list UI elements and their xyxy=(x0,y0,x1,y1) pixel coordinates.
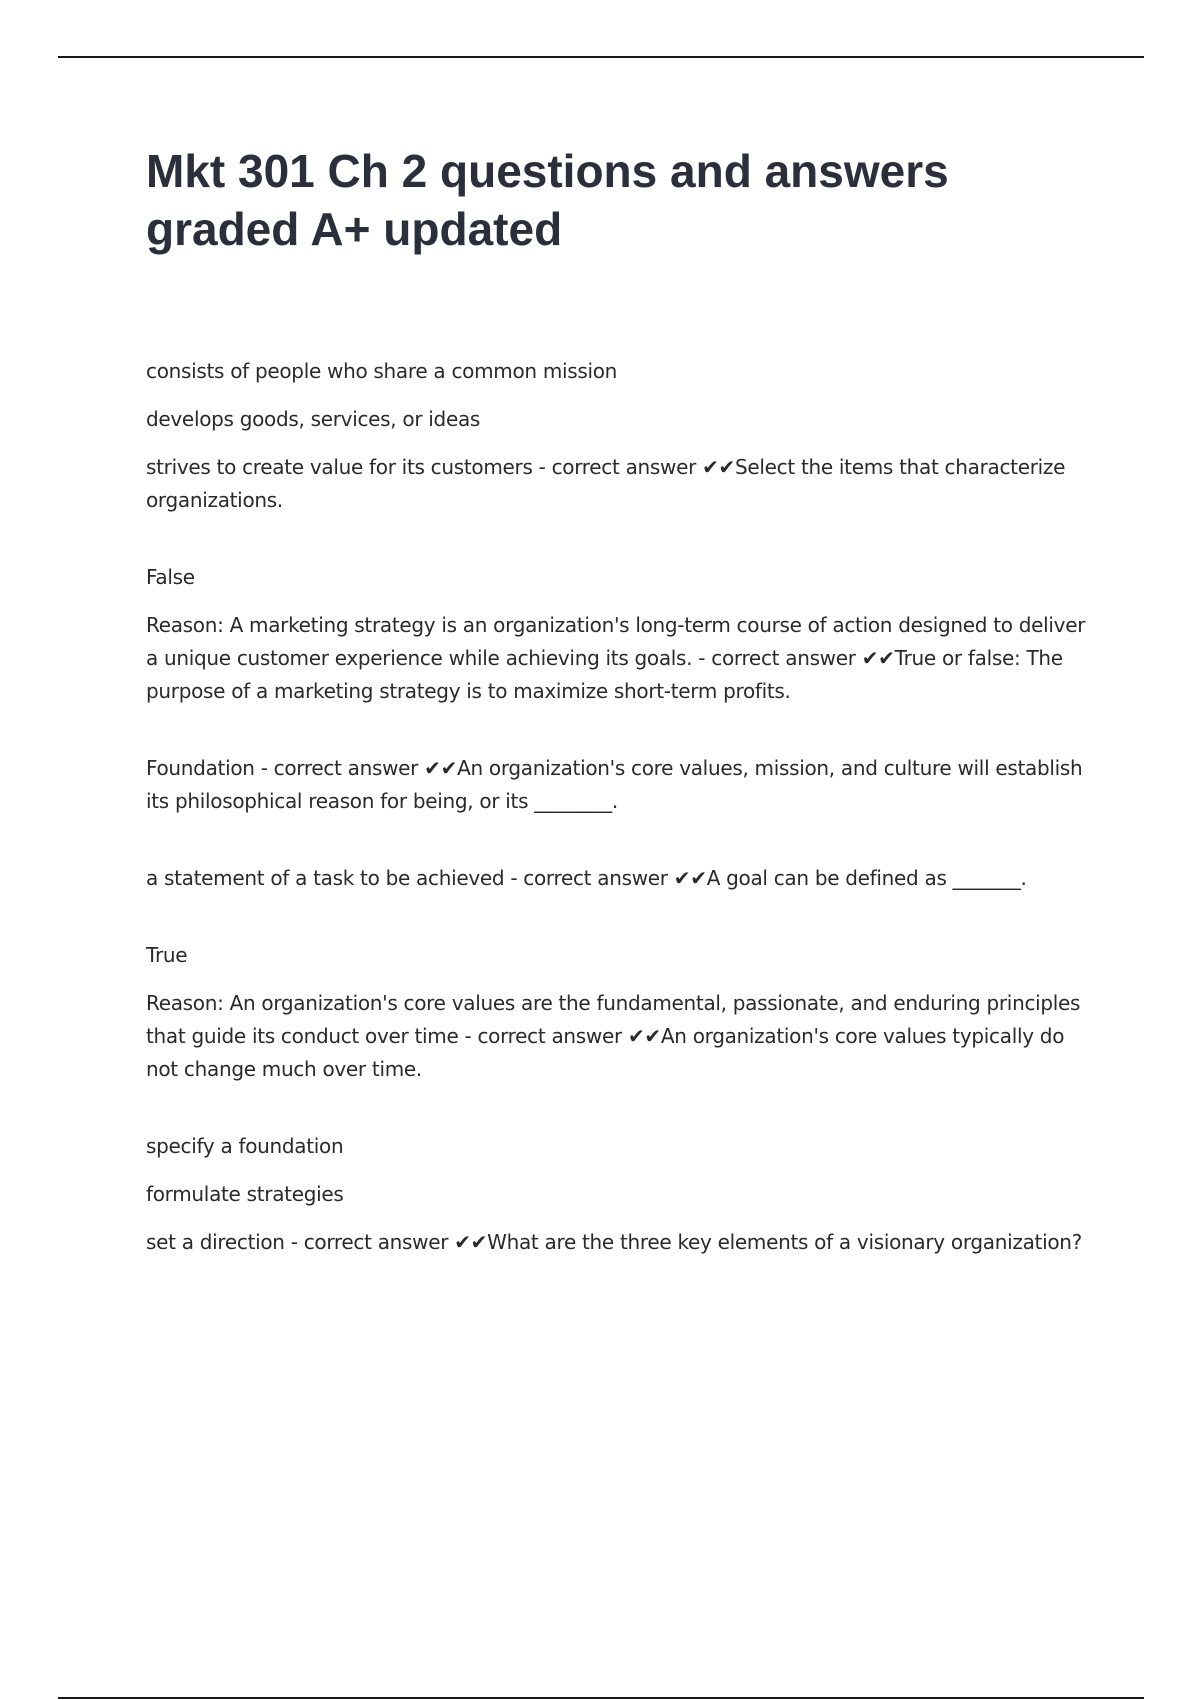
answer-question-line: Reason: An organization's core values are the fundamental, passionate, and enduring principles that guide its conduct over time - correct answer ✔✔An organization's core values typically do not change much over time. xyxy=(146,991,1081,1081)
qa-block-4 xyxy=(146,862,1086,895)
qa-block-1 xyxy=(146,355,1086,517)
answer-question-line: a statement of a task to be achieved - correct answer ✔✔A goal can be defined as _______. xyxy=(146,866,1027,890)
answer-line: consists of people who share a common mission xyxy=(146,359,618,383)
answer-line: True xyxy=(146,943,188,967)
answer-line: develops goods, services, or ideas xyxy=(146,407,481,431)
answer-line: specify a foundation xyxy=(146,1134,344,1158)
answer-line: False xyxy=(146,565,195,589)
qa-block-6 xyxy=(146,1130,1086,1259)
qa-block-2 xyxy=(146,561,1086,708)
top-divider xyxy=(58,56,1144,58)
answer-question-line: set a direction - correct answer ✔✔What are the three key elements of a visionary organization? xyxy=(146,1230,1082,1254)
answer-question-line: Foundation - correct answer ✔✔An organization's core values, mission, and culture will establish its philosophical reason for being, or its ________. xyxy=(146,756,1083,813)
qa-block-3 xyxy=(146,752,1086,818)
document-body xyxy=(146,355,1086,1303)
bottom-divider xyxy=(58,1697,1144,1699)
answer-question-line: Reason: A marketing strategy is an organization's long-term course of action designed to deliver a unique customer experience while achieving its goals. - correct answer ✔✔True or false: The purpose of a marketing strategy is to maximize short-term profits. xyxy=(146,613,1086,703)
page-title: Mkt 301 Ch 2 questions and answers graded A+ updated xyxy=(146,145,949,255)
answer-question-line: strives to create value for its customers - correct answer ✔✔Select the items that characterize organizations. xyxy=(146,455,1066,512)
qa-block-5 xyxy=(146,939,1086,1086)
answer-line: formulate strategies xyxy=(146,1182,344,1206)
